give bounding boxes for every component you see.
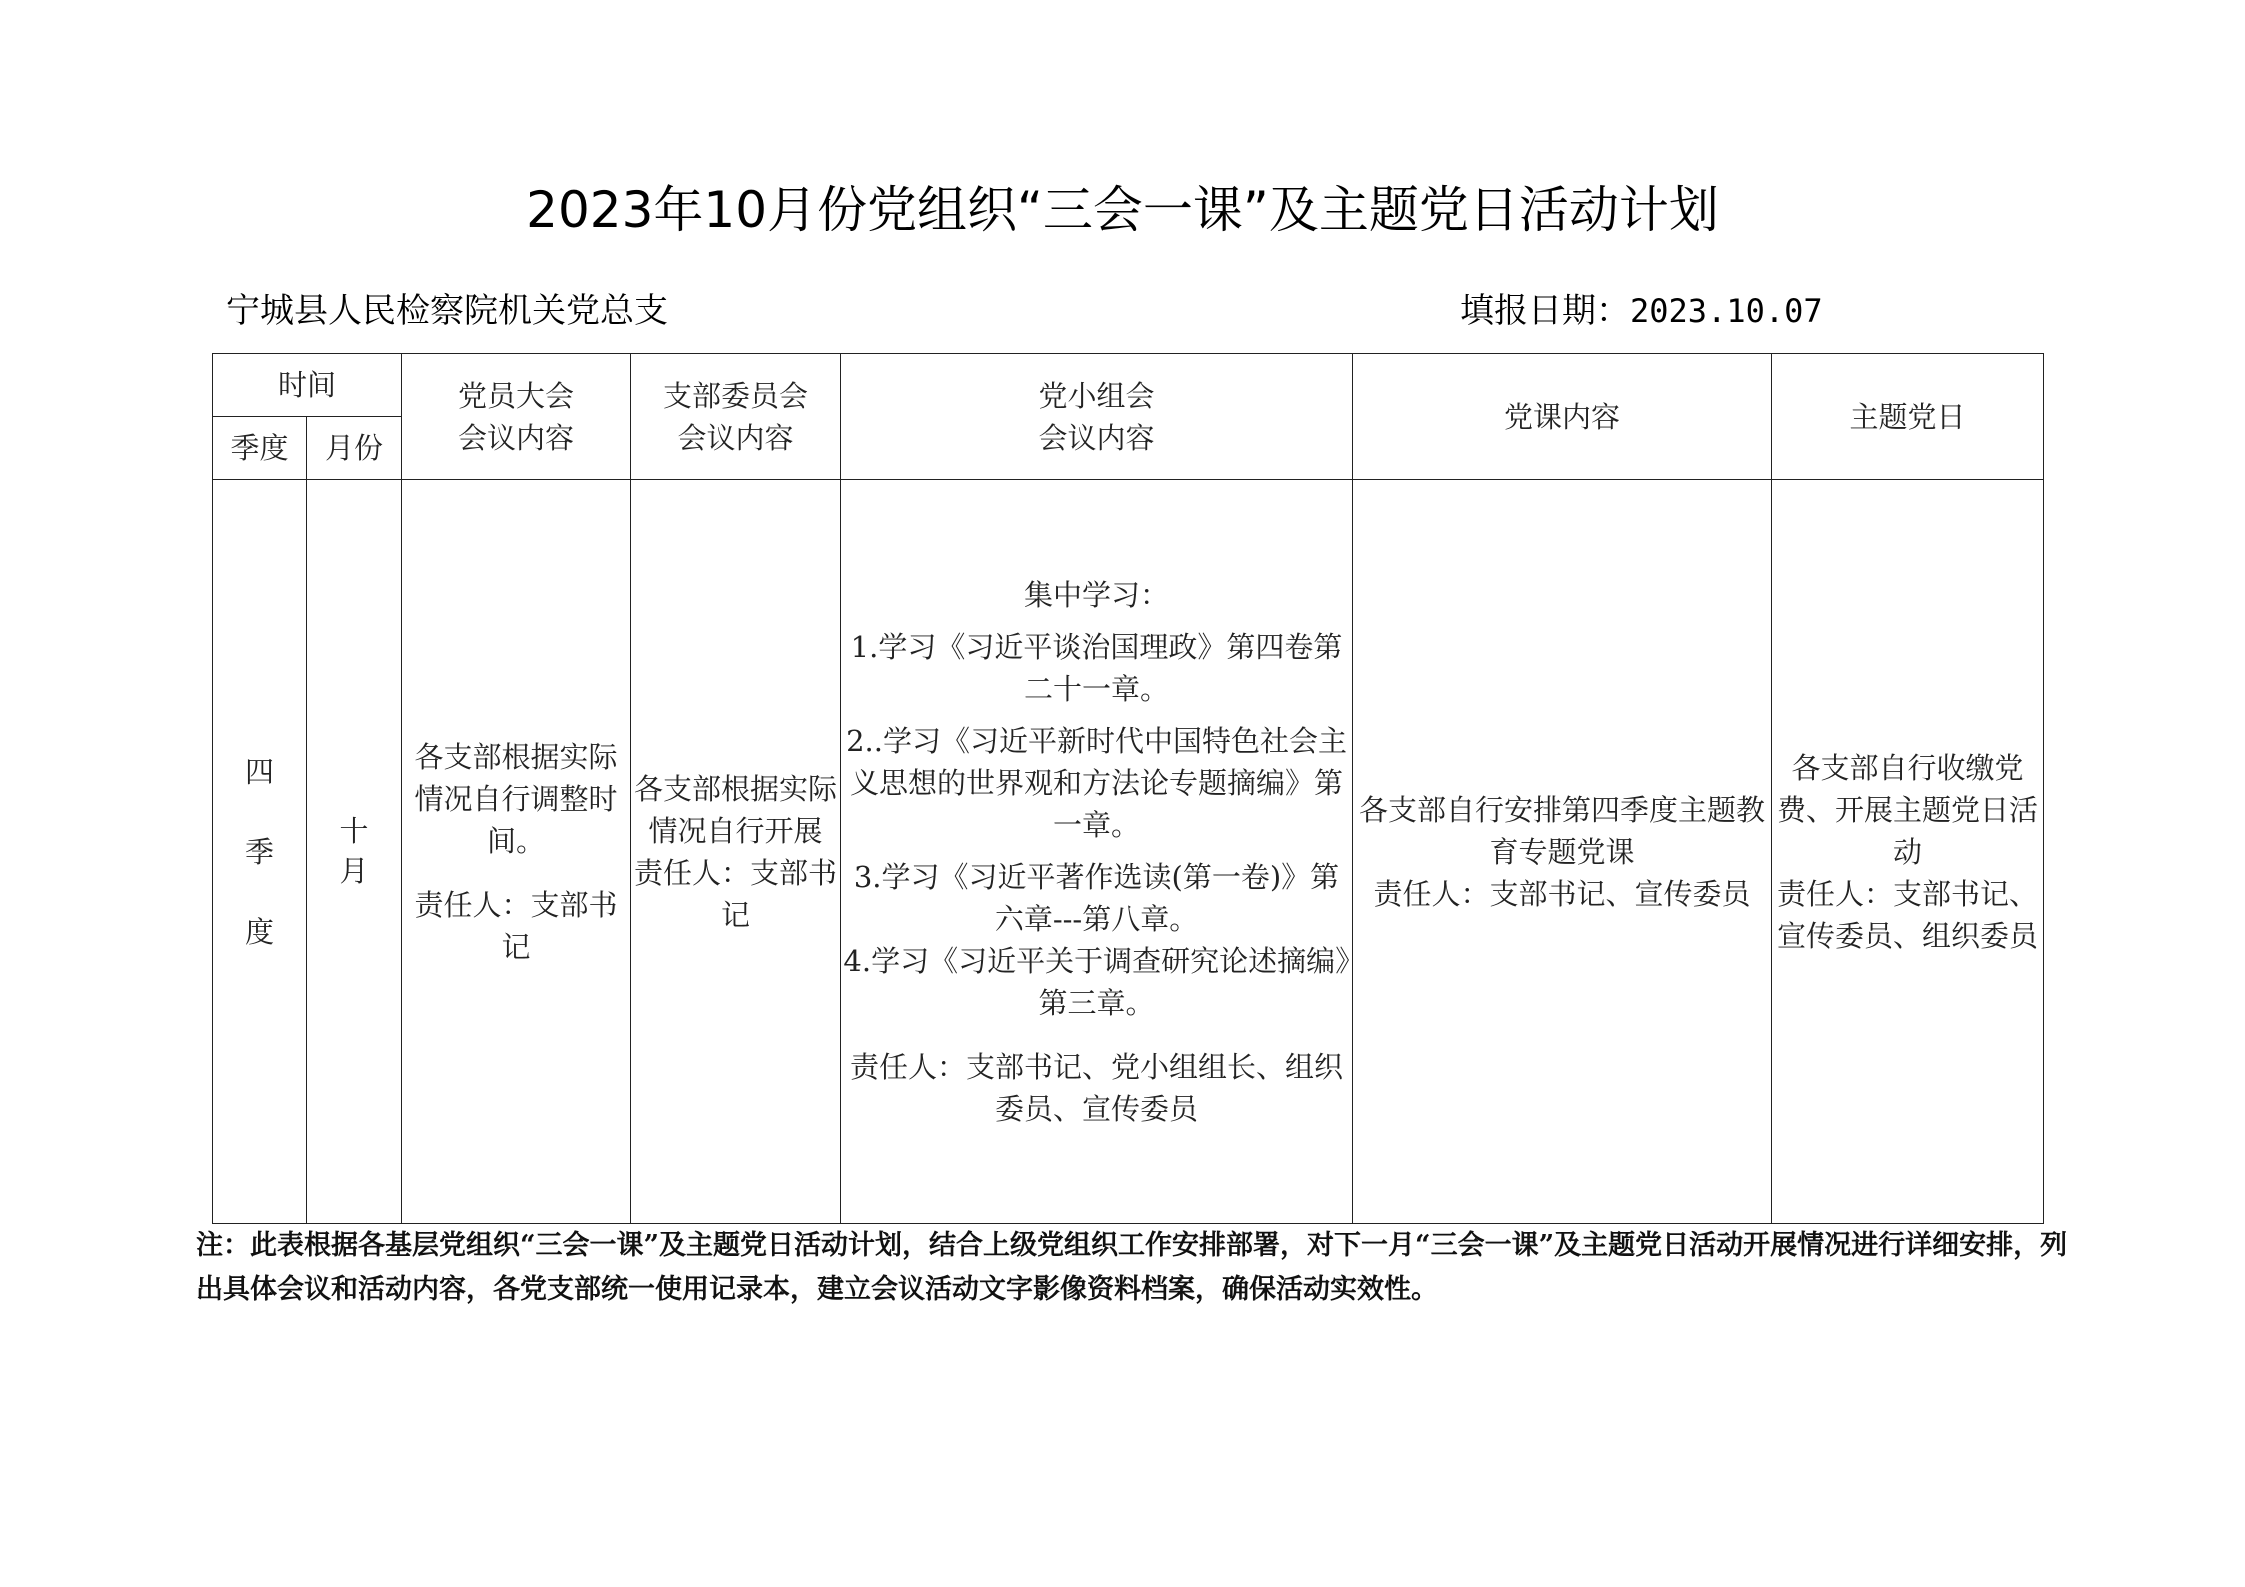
quarter-char-1: 四 <box>244 754 274 789</box>
header-month: 月份 <box>307 417 402 480</box>
general-meeting-cell <box>402 480 631 1224</box>
theme-day-responsible: 责任人：支部书记、宣传委员、组织委员 <box>1777 876 2039 953</box>
header-quarter: 季度 <box>213 417 307 480</box>
month-value: 十月 <box>339 814 369 888</box>
theme-day-cell <box>1772 480 2044 1224</box>
table-header-row <box>213 354 2044 417</box>
quarter-char-3: 度 <box>244 914 274 949</box>
header-time: 时间 <box>213 354 402 417</box>
group-meeting-responsible: 责任人：支部书记、党小组组长、组织委员、宣传委员 <box>850 1049 1344 1126</box>
header-general-meeting-line2: 会议内容 <box>458 420 575 455</box>
group-meeting-cell <box>841 480 1353 1224</box>
committee-meeting-cell <box>631 480 841 1224</box>
group-meeting-item-4: 4.学习《习近平关于调查研究论述摘编》第三章。 <box>843 943 1350 1020</box>
table-row <box>213 480 2044 1224</box>
theme-day-content: 各支部自行收缴党费、开展主题党日活动 <box>1777 750 2039 869</box>
party-lesson-cell <box>1353 480 1772 1224</box>
group-meeting-item-2: 2..学习《习近平新时代中国特色社会主义思想的世界观和方法论专题摘编》第一章。 <box>846 723 1347 842</box>
organization-name: 宁城县人民检察院机关党总支 <box>226 291 668 331</box>
party-lesson-responsible: 责任人：支部书记、宣传委员 <box>1373 876 1751 911</box>
general-meeting-responsible: 责任人：支部书记 <box>414 887 618 964</box>
footnote: 注：此表根据各基层党组织“三会一课”及主题党日活动计划，结合上级党组织工作安排部署，对下一月“三会一课”及主题党日活动开展情况进行详细安排，列出具体会议和活动内容，各党支部统一使用记录本，建立会议活动文字影像资料档案，确保活动实效性。 <box>196 1230 2068 1305</box>
fill-date <box>1460 288 1823 334</box>
group-meeting-item-1: 1.学习《习近平谈治国理政》第四卷第二十一章。 <box>850 629 1343 706</box>
header-committee-meeting-line2: 会议内容 <box>677 420 794 455</box>
header-general-meeting-line1: 党员大会 <box>458 378 575 413</box>
activity-plan-table <box>212 353 2044 1224</box>
header-theme-day: 主题党日 <box>1772 354 2044 480</box>
fill-date-label: 填报日期： <box>1460 291 1630 331</box>
committee-meeting-responsible: 责任人：支部书记 <box>634 855 838 932</box>
committee-meeting-content: 各支部根据实际情况自行开展 <box>634 771 838 848</box>
header-party-lesson: 党课内容 <box>1353 354 1772 480</box>
header-committee-meeting-line1: 支部委员会 <box>663 378 809 413</box>
general-meeting-content: 各支部根据实际情况自行调整时间。 <box>414 739 618 858</box>
fill-date-value: 2023.10.07 <box>1630 292 1823 330</box>
group-meeting-intro: 集中学习： <box>1024 577 1170 612</box>
header-group-meeting <box>841 354 1353 480</box>
header-group-meeting-line1: 党小组会 <box>1038 378 1155 413</box>
group-meeting-item-3: 3.学习《习近平著作选读(第一卷)》第六章---第八章。 <box>853 859 1340 936</box>
quarter-char-2: 季 <box>244 834 274 869</box>
header-general-meeting <box>402 354 631 480</box>
quarter-cell <box>213 480 307 1224</box>
party-lesson-content: 各支部自行安排第四季度主题教育专题党课 <box>1359 792 1766 869</box>
month-cell <box>307 480 402 1224</box>
page-title: 2023年10月份党组织“三会一课”及主题党日活动计划 <box>526 181 1719 239</box>
header-committee-meeting <box>631 354 841 480</box>
header-group-meeting-line2: 会议内容 <box>1038 420 1155 455</box>
